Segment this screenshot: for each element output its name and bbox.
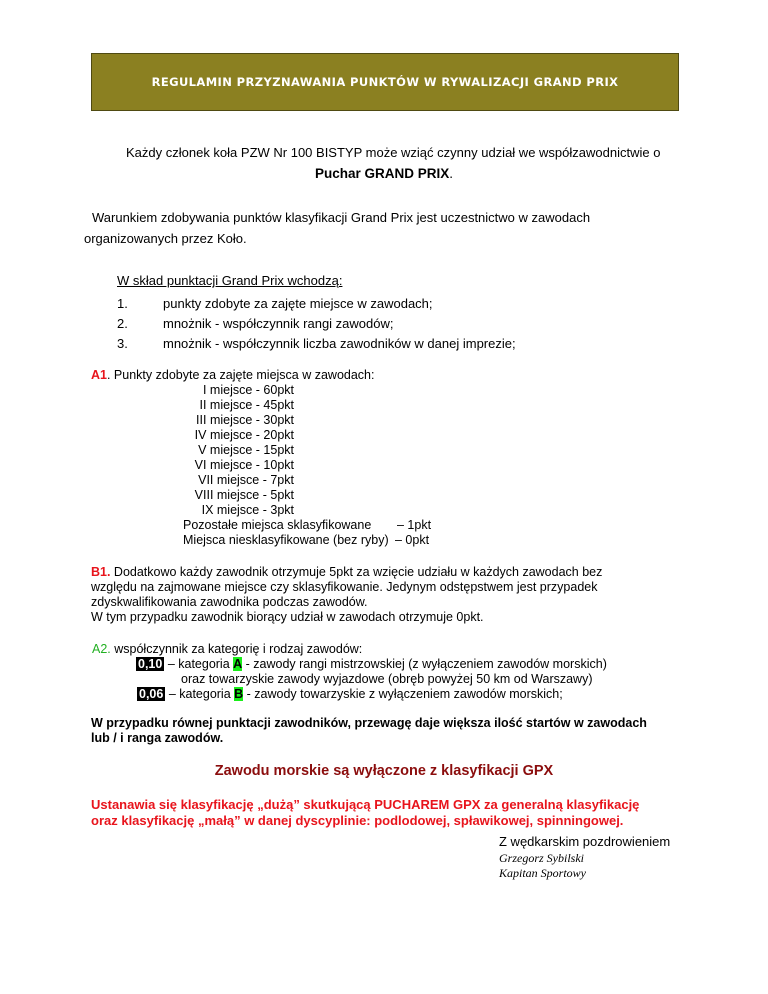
signature-name: Grzegorz Sybilski	[499, 851, 584, 865]
component-item-num: 3.	[117, 336, 128, 351]
unclassified: Miejsca niesklasyfikowane (bez ryby)	[183, 533, 389, 547]
place-row: III miejsce - 30pkt	[196, 413, 294, 427]
a1-label: A1	[91, 368, 107, 382]
b1-line-4: W tym przypadku zawodnik biorący udział w zawodach otrzymuje 0pkt.	[91, 610, 484, 624]
place-row: II miejsce - 45pkt	[199, 398, 294, 412]
cup-end: .	[449, 166, 454, 181]
other-classified: Pozostałe miejsca sklasyfikowane	[183, 518, 372, 532]
tie-rule-line-1: W przypadku równej punktacji zawodników, przewagę daje większa ilość startów w zawodach	[91, 716, 647, 730]
signature-greeting: Z wędkarskim pozdrowieniem	[499, 834, 671, 849]
a2-row-pre: – kategoria	[164, 657, 234, 671]
a2-row-b	[137, 687, 563, 702]
unclassified-points: – 0pkt	[395, 533, 430, 547]
b1-text: Dodatkowo każdy zawodnik otrzymuje 5pkt za wzięcie udziału w każdych zawodach bez	[110, 565, 603, 579]
coefficient-badge: 0,06	[139, 687, 164, 701]
title-banner	[91, 53, 679, 111]
a1-text: . Punkty zdobyte za zajęte miejsca w zawodach:	[106, 368, 375, 382]
places-list	[150, 383, 294, 518]
components-heading: W skład punktacji Grand Prix wchodzą:	[117, 273, 343, 288]
place-row: VIII miejsce - 5pkt	[194, 488, 294, 502]
component-item-num: 1.	[117, 296, 128, 311]
category-highlight: A	[233, 657, 243, 671]
a2-text: współczynnik za kategorię i rodzaj zawodów:	[110, 642, 363, 656]
sea-exclusion-note: Zawodu morskie są wyłączone z klasyfikacji GPX	[214, 763, 554, 779]
a2-continuation: oraz towarzyskie zawody wyjazdowe (obręb powyżej 50 km od Warszawy)	[181, 672, 593, 686]
coefficient-badge: 0,10	[138, 657, 163, 671]
a2-row-post: - zawody rangi mistrzowskiej (z wyłączeniem zawodów morskich)	[242, 657, 607, 671]
classification-line-2: oraz klasyfikację „małą” w danej dyscyplinie: podlodowej, spławikowej, spinningowej.	[91, 813, 624, 828]
component-item-text: mnożnik - współczynnik rangi zawodów;	[163, 316, 394, 331]
a2-row-a	[136, 657, 607, 672]
tie-rule-line-2: lub / i ranga zawodów.	[91, 731, 224, 745]
b1-line-2: względu na zajmowane miejsce czy sklasyfikowanie. Jedynym odstępstwem jest przypadek	[91, 580, 598, 594]
page-title: REGULAMIN PRZYZNAWANIA PUNKTÓW W RYWALIZACJI GRAND PRIX	[151, 75, 619, 89]
classification-line-1: Ustanawia się klasyfikację „dużą” skutkującą PUCHAREM GPX za generalną klasyfikację	[91, 797, 640, 812]
category-highlight: B	[234, 687, 244, 701]
cup-line	[0, 166, 768, 181]
place-row: VI miejsce - 10pkt	[194, 458, 294, 472]
place-row: IV miejsce - 20pkt	[194, 428, 294, 442]
a1-heading	[91, 368, 374, 383]
condition-line-2: organizowanych przez Koło.	[84, 231, 247, 246]
a2-label: A2.	[92, 642, 111, 656]
a2-row-pre: – kategoria	[165, 687, 235, 701]
component-item-text: punkty zdobyte za zajęte miejsce w zawodach;	[163, 296, 433, 311]
cup-name: Puchar GRAND PRIX	[314, 166, 450, 181]
place-row: VII miejsce - 7pkt	[198, 473, 294, 487]
signature-role: Kapitan Sportowy	[499, 866, 587, 880]
condition-line-1: Warunkiem zdobywania punktów klasyfikacji Grand Prix jest uczestnictwo w zawodach	[92, 210, 591, 225]
place-row: IX miejsce - 3pkt	[201, 503, 294, 517]
place-row: V miejsce - 15pkt	[198, 443, 294, 457]
other-classified-points: – 1pkt	[397, 518, 432, 532]
b1-label: B1.	[91, 565, 111, 579]
a2-row-post: - zawody towarzyskie z wyłączeniem zawodów morskich;	[243, 687, 563, 701]
place-row: I miejsce - 60pkt	[202, 383, 294, 397]
component-item-text: mnożnik - współczynnik liczba zawodników w danej imprezie;	[163, 336, 516, 351]
b1-line-1	[91, 565, 602, 580]
component-item-num: 2.	[117, 316, 128, 331]
intro-line: Każdy członek koła PZW Nr 100 BISTYP może wziąć czynny udział we współzawodnictwie o	[126, 145, 661, 160]
a2-heading	[92, 642, 362, 657]
b1-line-3: zdyskwalifikowania zawodnika podczas zawodów.	[91, 595, 368, 609]
